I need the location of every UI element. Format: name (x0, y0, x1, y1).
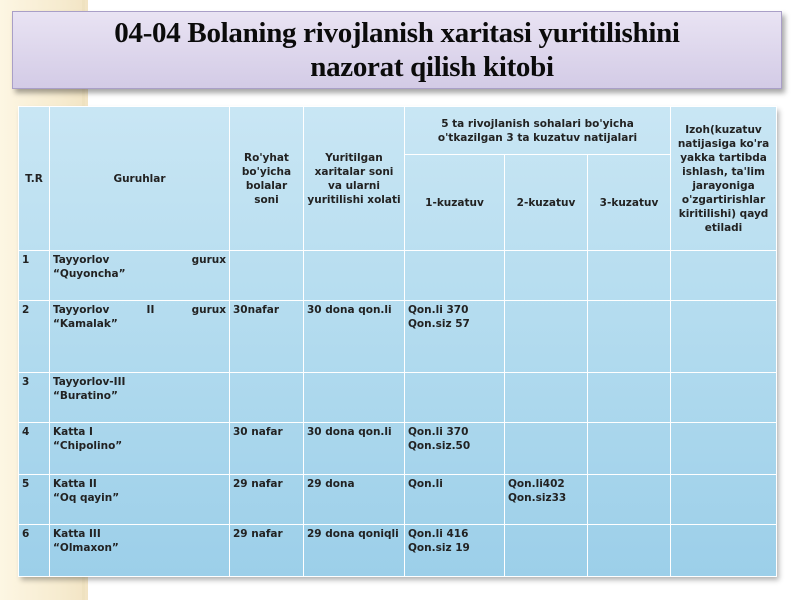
row-number: 3 (19, 373, 50, 423)
observation-1-negative: Qon.siz 19 (408, 542, 470, 554)
child-count (230, 251, 304, 301)
child-count (230, 373, 304, 423)
table-row (19, 301, 777, 373)
group-cell (50, 373, 230, 423)
observation-2-cell (505, 373, 588, 423)
row-number: 1 (19, 251, 50, 301)
group-cell (50, 251, 230, 301)
group-name: Tayyorlov II gurux (53, 304, 226, 316)
observation-3-cell (588, 373, 671, 423)
group-cell (50, 301, 230, 373)
child-count: 29 nafar (230, 525, 304, 577)
table-row (19, 373, 777, 423)
group-nickname: “Quyoncha” (53, 268, 126, 280)
monitoring-table-container (18, 106, 776, 576)
note-cell (671, 525, 777, 577)
maps-status: 30 dona qon.li (304, 301, 405, 373)
note-cell (671, 423, 777, 475)
table-row (19, 525, 777, 577)
row-number: 6 (19, 525, 50, 577)
observation-2-cell (505, 251, 588, 301)
maps-status: 29 dona (304, 475, 405, 525)
header-groups: Guruhlar (50, 107, 230, 251)
group-name: Katta III (53, 528, 101, 540)
group-cell (50, 525, 230, 577)
observation-1-cell (405, 373, 505, 423)
slide-title (13, 16, 781, 84)
table-row (19, 475, 777, 525)
observation-1-cell (405, 301, 505, 373)
observation-3-cell (588, 301, 671, 373)
observation-3-cell (588, 525, 671, 577)
observation-1-cell (405, 251, 505, 301)
observation-1-positive: Qon.li 416 (408, 528, 469, 540)
header-maps: Yuritilgan xaritalar soni va ularni yuritilishi xolati (304, 107, 405, 251)
observation-1-positive: Qon.li 370 (408, 426, 469, 438)
header-observation-2: 2-kuzatuv (505, 155, 588, 251)
header-observations: 5 ta rivojlanish sohalari bo'yicha o'tkazilgan 3 ta kuzatuv natijalari (405, 107, 671, 155)
observation-1-cell (405, 475, 505, 525)
group-name: Katta I (53, 426, 93, 438)
header-observation-1: 1-kuzatuv (405, 155, 505, 251)
group-nickname: “Oq qayin” (53, 492, 120, 504)
note-cell (671, 475, 777, 525)
observation-2-negative: Qon.siz33 (508, 492, 567, 504)
group-name: Tayyorlov gurux (53, 254, 226, 266)
group-nickname: “Kamalak” (53, 318, 118, 330)
group-cell (50, 475, 230, 525)
child-count: 30 nafar (230, 423, 304, 475)
observation-3-cell (588, 423, 671, 475)
child-count: 30nafar (230, 301, 304, 373)
observation-2-cell (505, 423, 588, 475)
group-name: Katta II (53, 478, 97, 490)
observation-2-cell (505, 475, 588, 525)
row-number: 5 (19, 475, 50, 525)
slide-title-line-2: nazorat qilish kitobi (310, 51, 554, 83)
note-cell (671, 251, 777, 301)
group-nickname: “Chipolino” (53, 440, 123, 452)
group-nickname: “Buratino” (53, 390, 118, 402)
header-tr: T.R (19, 107, 50, 251)
row-number: 2 (19, 301, 50, 373)
observation-3-cell (588, 475, 671, 525)
maps-status: 30 dona qon.li (304, 423, 405, 475)
observation-2-cell (505, 301, 588, 373)
group-name: Tayyorlov-III (53, 376, 126, 388)
table-row (19, 251, 777, 301)
observation-2-cell (505, 525, 588, 577)
child-count: 29 nafar (230, 475, 304, 525)
row-number: 4 (19, 423, 50, 475)
observation-1-negative: Qon.siz 57 (408, 318, 470, 330)
group-cell (50, 423, 230, 475)
observation-1-negative: Qon.siz.50 (408, 440, 471, 452)
observation-1-cell (405, 423, 505, 475)
observation-1-positive: Qon.li (408, 478, 443, 490)
note-cell (671, 301, 777, 373)
header-row-1 (19, 107, 777, 155)
table-row (19, 423, 777, 475)
group-nickname: “Olmaxon” (53, 542, 119, 554)
observation-3-cell (588, 251, 671, 301)
observation-2-positive: Qon.li402 (508, 478, 565, 490)
header-observation-3: 3-kuzatuv (588, 155, 671, 251)
slide-title-box (12, 11, 782, 89)
slide-title-line-1: 04-04 Bolaning rivojlanish xaritasi yuritilishini (114, 17, 680, 49)
maps-status (304, 373, 405, 423)
observation-1-positive: Qon.li 370 (408, 304, 469, 316)
maps-status: 29 dona qoniqli (304, 525, 405, 577)
maps-status (304, 251, 405, 301)
monitoring-table (18, 106, 777, 577)
observation-1-cell (405, 525, 505, 577)
header-roster-count: Ro'yhat bo'yicha bolalar soni (230, 107, 304, 251)
note-cell (671, 373, 777, 423)
header-note: Izoh(kuzatuv natijasiga ko'ra yakka tartibda ishlash, ta'lim jarayoniga o'zgartirishlar kiritilishi) qayd etiladi (671, 107, 777, 251)
